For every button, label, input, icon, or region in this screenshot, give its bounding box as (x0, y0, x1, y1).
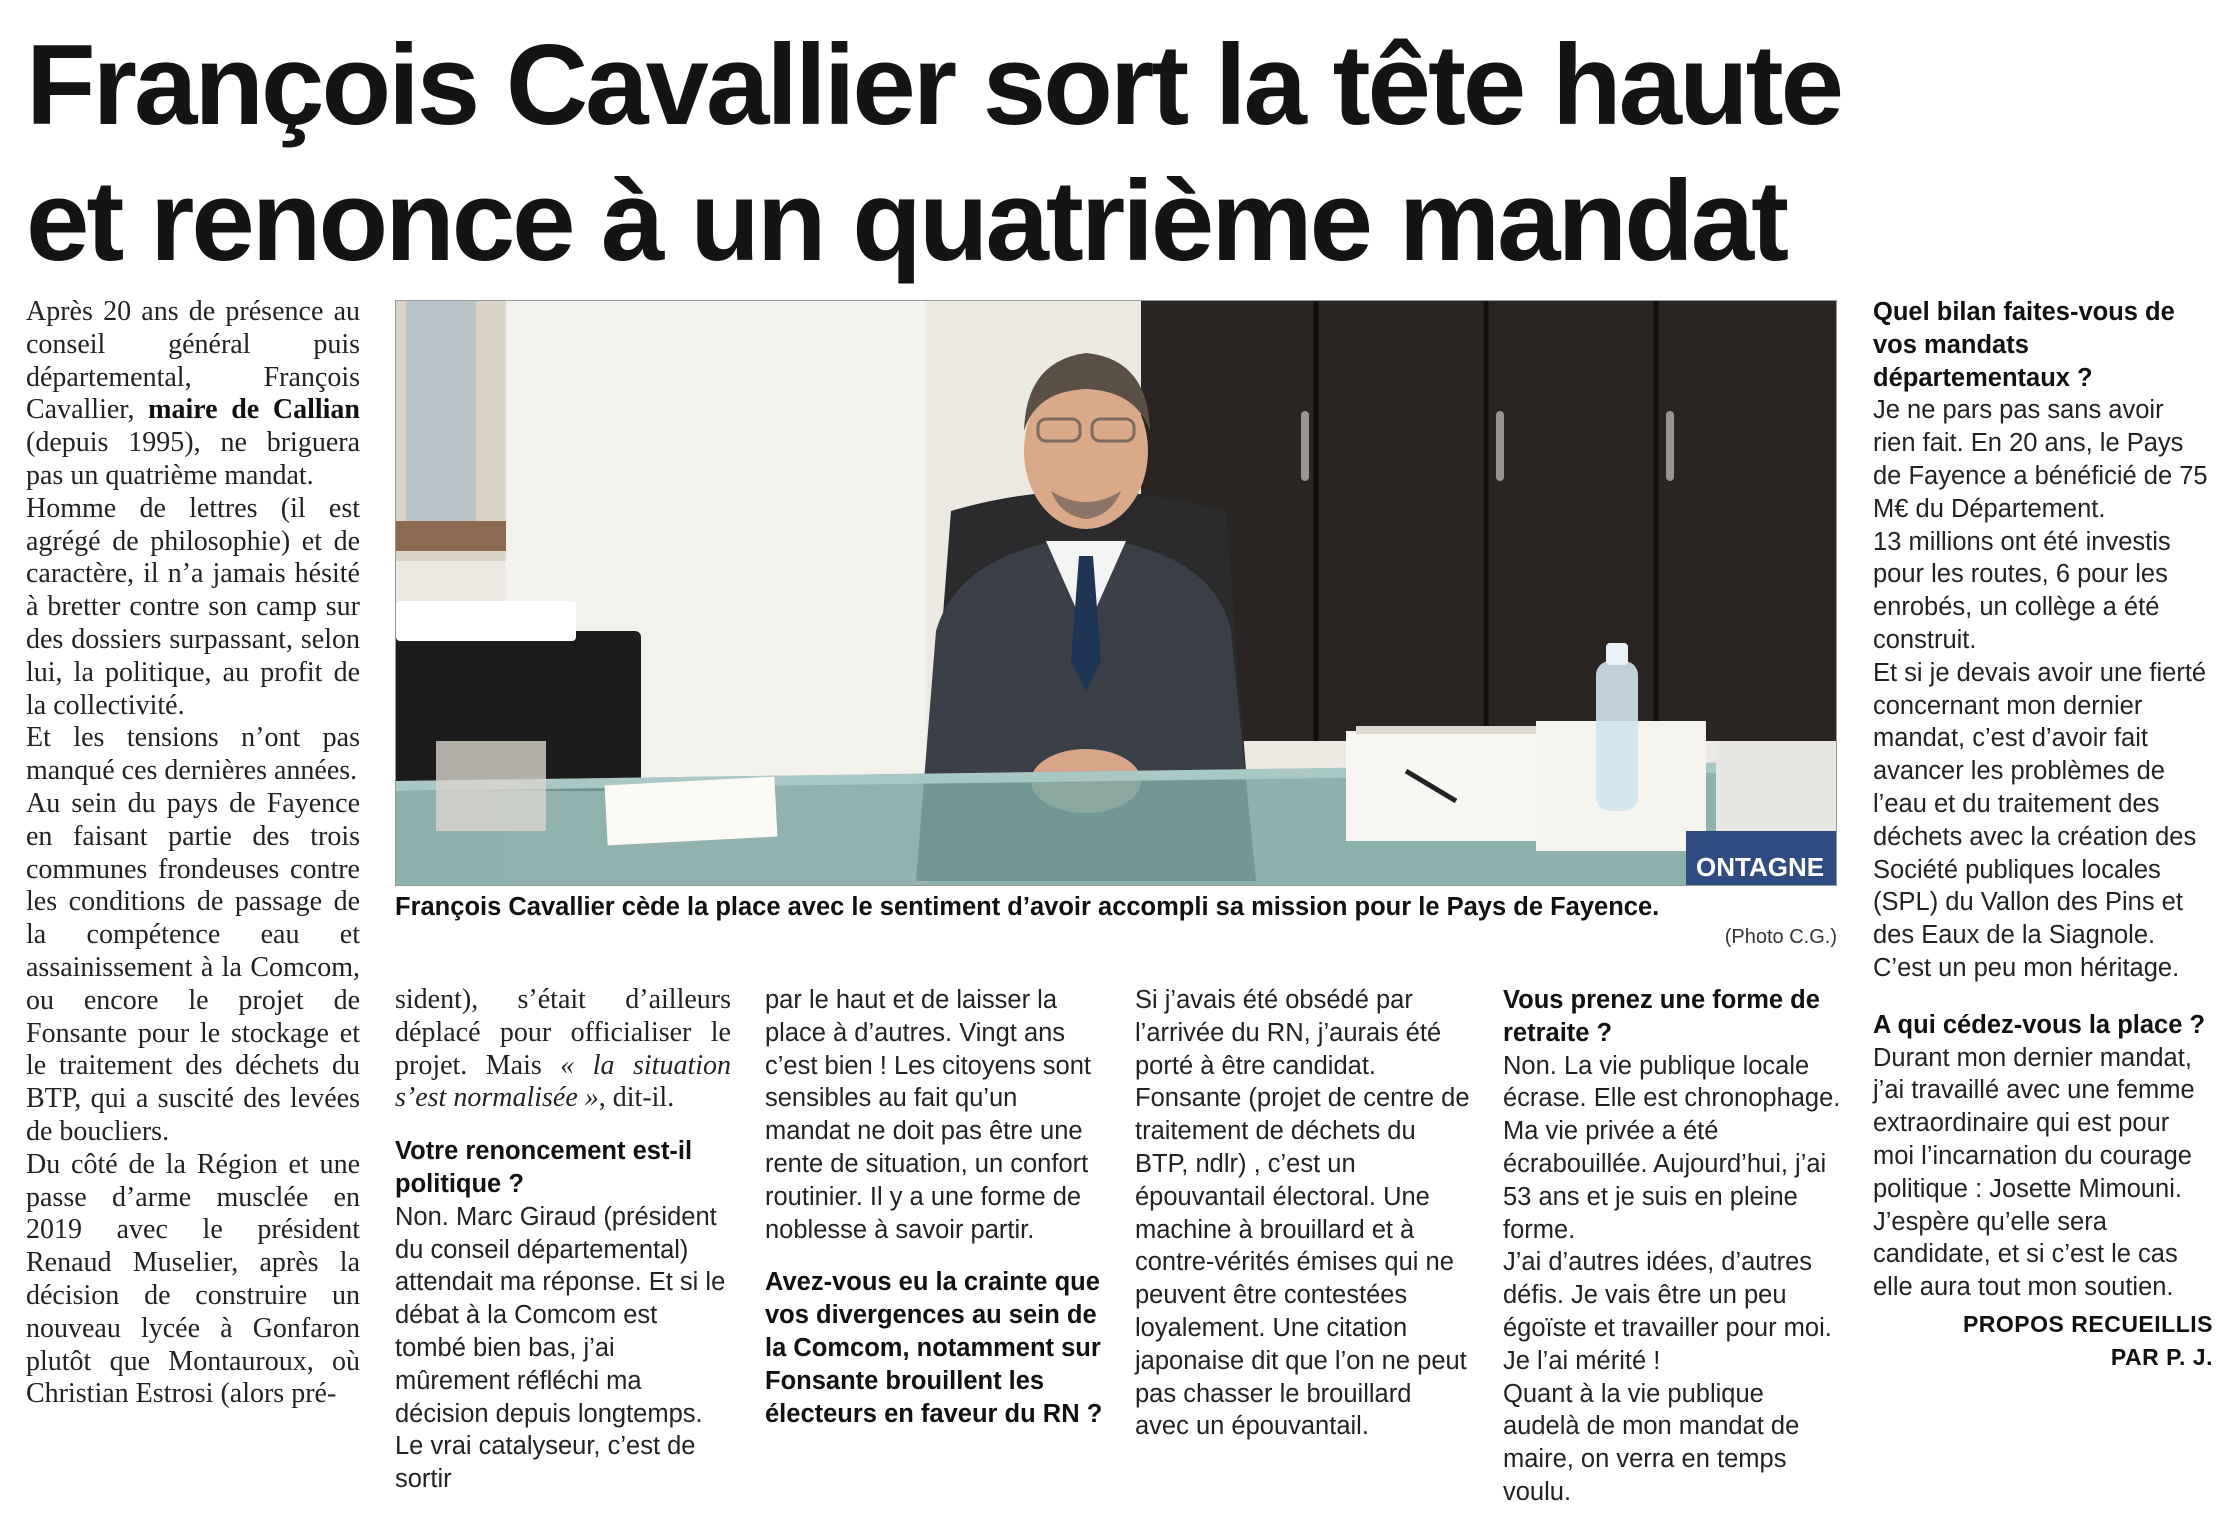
answer-4-part-2: 13 millions ont été investis pour les routes, 6 pour les enrobés, un collège a été construit. (1873, 527, 2171, 654)
intro-paragraph-4: Au sein du pays de Fayence en faisant partie des trois communes frondeuses contre les conditions de passage de la compétence eau et assainissement à la Comcom, ou encore le projet de Fonsante pour le stockage et le traitement des déchets du BTP, qui a suscité des levées de boucliers. (26, 787, 360, 1147)
photo-credit: (Photo C.G.) (1724, 926, 1837, 948)
question-3: Vous prenez une forme de retraite ? (1503, 986, 1820, 1047)
intro-column-1 (26, 296, 360, 1411)
answer-3-part-2: J’ai d’autres idées, d’autres défis. Je vais être un peu égoïste et travailler pour moi. Je l’ai mérité ! (1503, 1248, 1832, 1375)
photo-caption: François Cavallier cède la place avec le sentiment d’avoir accompli sa mission pour le Pays de Fayence. (395, 893, 1660, 921)
question-1: Votre renoncement est-il politique ? (395, 1137, 693, 1198)
article-headline (26, 18, 2216, 290)
answer-1-part-2: par le haut et de laisser la place à d’autres. Vingt ans c’est bien ! Les citoyens sont sensibles au fait qu’un mandat ne doit pas être une rente de situation, un confort routinier. Il y a une forme de noblesse à savoir partir. (765, 986, 1092, 1244)
intro-paragraph-3: Et les tensions n’ont pas manqué ces dernières années. (26, 722, 360, 787)
byline-line-1: PROPOS RECUEILLIS (1962, 1310, 2213, 1337)
byline-line-2: PAR P. J. (2110, 1343, 2213, 1370)
answer-4-part-1: Je ne pars pas sans avoir rien fait. En 20 ans, le Pays de Fayence a bénéficié de 75 M€ du Département. (1873, 396, 2208, 523)
answer-1-part-1: Non. Marc Giraud (président du conseil départemental) attendait ma réponse. Et si le débat à la Comcom est tombé bien bas, j’ai mûrement réfléchi ma décision depuis longtemps. Le vrai catalyseur, c’est de sortir (395, 1202, 726, 1494)
article-column-4 (1135, 984, 1470, 1443)
question-4: Quel bilan faites-vous de vos mandats départementaux ? (1873, 298, 2175, 392)
answer-2-part-2: Fonsante (projet de centre de traitement de déchets du BTP, ndlr) , c’est un épouvantail électoral. Une machine à brouillard et à contre-vérités émises qui ne peuvent être contestées loyalement. Une citation japonaise dit que l’on ne peut pas chasser le brouillard avec un épouvantail. (1135, 1084, 1470, 1441)
article-column-5 (1503, 984, 1841, 1509)
intro-paragraph-6: sident), s’était d’ailleurs déplacé pour officialiser le projet. Mais « la situation s’est normalisée », dit-il. (395, 984, 732, 1114)
photo-sign-text: ONTAGNE (1696, 852, 1825, 882)
intro-paragraph-5: Du côté de la Région et une passe d’arme musclée en 2019 avec le président Renaud Muselier, après la décision de construire un nouveau lycée à Gonfaron plutôt que Montauroux, où Christian Estrosi (alors pré- (26, 1148, 360, 1410)
answer-3-part-1: Non. La vie publique locale écrase. Elle est chronophage. Ma vie privée a été écrabouillée. Aujourd’hui, j’ai 53 ans et je suis en pleine forme. (1503, 1051, 1841, 1244)
article-column-6 (1873, 296, 2213, 1374)
mayor-title: maire de Callian (148, 394, 360, 426)
answer-2-part-1: Si j’avais été obsédé par l’arrivée du RN, j’aurais été porté à être candidat. (1135, 986, 1442, 1080)
answer-5: Durant mon dernier mandat, j’ai travaillé avec une femme extraordinaire qui est pour moi l’incarnation du courage politique : Josette Mimouni. J’espère qu’elle sera candidate, et si c’est le cas elle aura tout mon soutien. (1873, 1043, 2195, 1302)
question-2: Avez-vous eu la crainte que vos divergences au sein de la Comcom, notamment sur Fonsante brouillent les électeurs en faveur du RN ? (765, 1268, 1103, 1428)
article-column-2 (395, 984, 731, 1496)
answer-4-part-3: Et si je devais avoir une fierté concernant mon dernier mandat, c’est d’avoir fait avancer les problèmes de l’eau et du traitement des déchets avec la création des Société publiques locales (SPL) du Vallon des Pins et des Eaux de la Siagnole. C’est un peu mon héritage. (1873, 658, 2207, 982)
question-5: A qui cédez-vous la place ? (1873, 1010, 2206, 1039)
article-column-3 (765, 984, 1105, 1430)
intro-paragraph-1: Après 20 ans de présence au conseil général puis départemental, François Cavallier, maire de Callian (depuis 1995), ne briguera pas un quatrième mandat. (26, 296, 360, 491)
headline-line-1: François Cavallier sort la tête haute (26, 22, 1842, 149)
intro-paragraph-2: Homme de lettres (il est agrégé de philosophie) et de caractère, il n’a jamais hésité à bretter contre son camp sur des dossiers surpassant, selon lui, la politique, au profit de la collectivité. (26, 492, 360, 721)
quote-normalized: « la situation s’est normalisée » (395, 1049, 732, 1114)
article-photo (395, 300, 1837, 886)
answer-3-part-3: Quant à la vie publique audelà de mon mandat de maire, on verra en temps voulu. (1503, 1379, 1800, 1506)
headline-line-2: et renonce à un quatrième mandat (26, 158, 1787, 285)
